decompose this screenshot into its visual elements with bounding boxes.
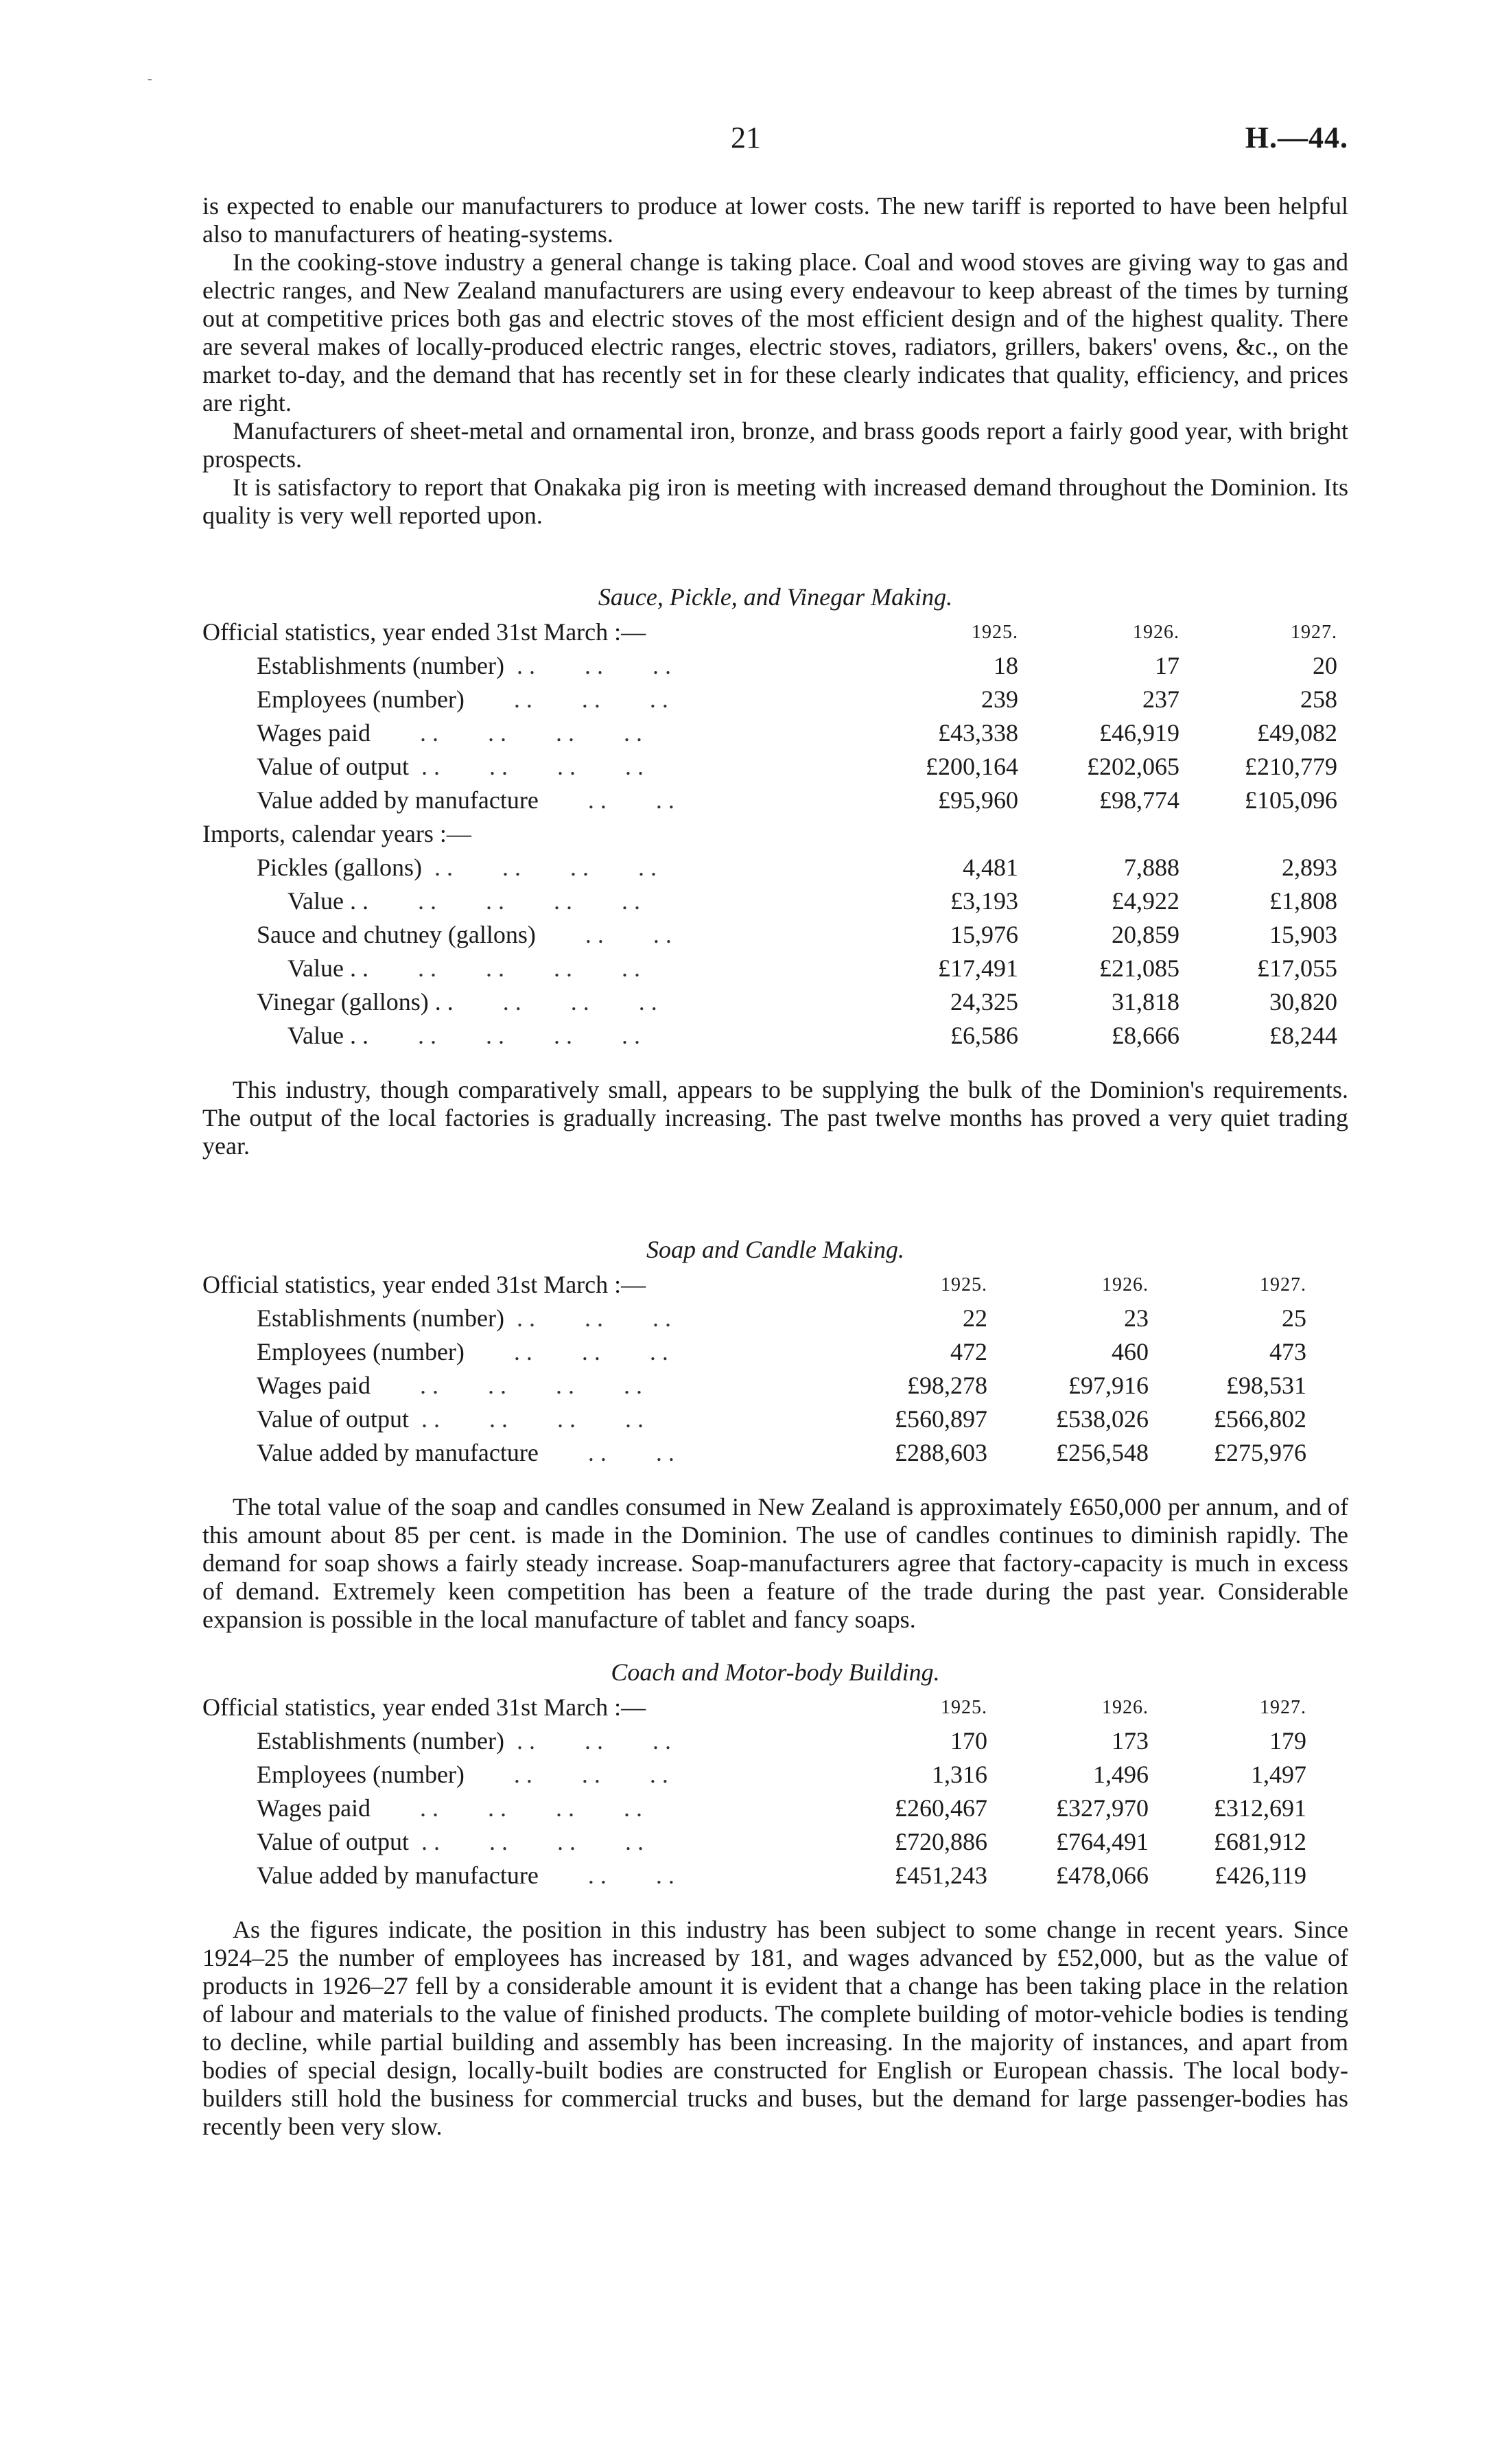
- table-cell: £566,802: [1214, 1405, 1306, 1433]
- imports-label: Imports, calendar years :—: [202, 820, 471, 847]
- row-label: Value . .: [287, 954, 368, 982]
- table-cell: £49,082: [1257, 719, 1337, 747]
- section-title-soap-candle: Soap and Candle Making.: [646, 1236, 904, 1263]
- year-header: 1925.: [941, 1697, 987, 1718]
- leader-dots: . . . . . . . .: [408, 753, 644, 780]
- section-commentary: The total value of the soap and candles consumed in New Zealand is approximately £650,000 per annum, and of this amount about 85 per cent. is made in the Dominion. The use of candles continues to diminish rapidly. The demand for soap shows a fairly steady increase. Soap-manufacturers agree that factory-capacity is much in excess of demand. Extremely keen competition has been a feature of the trade during the past year. Considerable expansion is possible in the local manufacture of tablet and fancy soaps.: [202, 1493, 1348, 1633]
- table-row: [202, 1436, 1306, 1470]
- table-row: [202, 985, 1337, 1019]
- table-row: [202, 1792, 1306, 1825]
- table-header-row: [202, 615, 1337, 649]
- table-row: [202, 851, 1337, 884]
- table-cell: 1,497: [1251, 1761, 1306, 1788]
- intro-paragraph: In the cooking-stove industry a general change is taking place. Coal and wood stoves are giving way to gas and electric ranges, and New Zealand manufacturers are using every endeavour to keep abreast of the times by turning out at competitive prices both gas and electric stoves of the most efficient design and of the highest quality. There are several makes of locally-produced electric ranges, electric stoves, radiators, grillers, bakers' ovens, &c., on the market to-day, and the demand that has recently set in for these clearly indicates that quality, efficiency, and prices are right.: [202, 248, 1348, 416]
- year-header: 1927.: [1260, 1274, 1306, 1295]
- table-cell: 31,818: [1112, 988, 1179, 1016]
- table-cell: 23: [1124, 1304, 1149, 1332]
- table-cell: £560,897: [895, 1405, 987, 1433]
- leader-dots: . . . . . . . .: [368, 887, 640, 915]
- table-cell: 24,325: [950, 988, 1018, 1016]
- row-label: Vinegar (gallons) . .: [257, 988, 454, 1016]
- row-label: Establishments (number): [257, 1304, 504, 1332]
- leader-dots: . . . . . . . .: [371, 1794, 643, 1822]
- leader-dots: . . . .: [538, 1439, 674, 1466]
- table-row: [202, 1724, 1306, 1758]
- leader-dots: . . . . . .: [504, 652, 671, 679]
- table-cell: £17,055: [1257, 954, 1337, 982]
- year-header: 1927.: [1291, 622, 1337, 643]
- table-row: [202, 1302, 1306, 1335]
- stats-table-sauce: [202, 615, 1337, 1053]
- table-cell: £43,338: [938, 719, 1018, 747]
- leader-dots: . . . . . .: [464, 1761, 668, 1788]
- table-cell: 460: [1112, 1338, 1149, 1365]
- table-cell: 20,859: [1112, 921, 1179, 948]
- leader-dots: . . . . . .: [504, 1304, 671, 1332]
- table-row: [202, 1825, 1306, 1859]
- table-cell: £98,774: [1099, 786, 1179, 814]
- leader-dots: . . . . . . . .: [371, 719, 643, 747]
- table-cell: 472: [950, 1338, 987, 1365]
- year-header: 1925.: [941, 1274, 987, 1295]
- table-row: [202, 649, 1337, 683]
- table-cell: £97,916: [1068, 1372, 1149, 1399]
- table-cell: 179: [1269, 1727, 1306, 1755]
- table-cell: 258: [1300, 685, 1337, 713]
- table-cell: £202,065: [1087, 753, 1179, 780]
- table-cell: 15,903: [1269, 921, 1337, 948]
- table-row: [202, 683, 1337, 716]
- year-header: 1926.: [1102, 1274, 1149, 1295]
- table-row: [202, 884, 1337, 918]
- table-header-label: Official statistics, year ended 31st March :—: [202, 618, 646, 646]
- table-cell: 17: [1155, 652, 1179, 679]
- row-label: Value added by manufacture: [257, 1439, 539, 1466]
- leader-dots: . . . .: [538, 1862, 674, 1889]
- leader-dots: . . . .: [538, 786, 674, 814]
- table-header-row: [202, 1691, 1306, 1724]
- row-label: Wages paid: [257, 1794, 371, 1822]
- row-label: Value of output: [257, 1828, 409, 1855]
- leader-dots: . . . . . . . .: [408, 1828, 644, 1855]
- row-label: Establishments (number): [257, 1727, 504, 1755]
- table-cell: 30,820: [1269, 988, 1337, 1016]
- row-label: Value . .: [287, 887, 368, 915]
- year-header: 1927.: [1260, 1697, 1306, 1718]
- table-cell: £200,164: [926, 753, 1018, 780]
- table-cell: £764,491: [1056, 1828, 1149, 1855]
- imports-header-row: [202, 817, 1337, 851]
- table-cell: £6,586: [950, 1022, 1018, 1049]
- table-row: [202, 750, 1337, 784]
- row-label: Employees (number): [257, 1338, 465, 1365]
- table-cell: £327,970: [1056, 1794, 1149, 1822]
- leader-dots: . . . . . . . .: [371, 1372, 643, 1399]
- table-cell: 237: [1142, 685, 1179, 713]
- page-number: 21: [731, 121, 761, 154]
- table-cell: £8,666: [1112, 1022, 1179, 1049]
- leader-dots: . . . . . .: [464, 685, 668, 713]
- table-cell: 239: [981, 685, 1018, 713]
- table-cell: £105,096: [1245, 786, 1337, 814]
- table-cell: £1,808: [1269, 887, 1337, 915]
- intro-paragraph: is expected to enable our manufacturers to produce at lower costs. The new tariff is reported to have been helpful also to manufacturers of heating-systems.: [202, 192, 1348, 248]
- table-cell: £98,278: [907, 1372, 987, 1399]
- table-row: [202, 784, 1337, 817]
- table-cell: £210,779: [1245, 753, 1337, 780]
- leader-dots: . . . .: [535, 921, 672, 948]
- table-cell: £312,691: [1214, 1794, 1306, 1822]
- table-cell: 4,481: [963, 854, 1018, 881]
- year-header: 1926.: [1102, 1697, 1149, 1718]
- table-cell: £3,193: [950, 887, 1018, 915]
- leader-dots: . . . . . . . .: [368, 954, 640, 982]
- section-commentary: This industry, though comparatively small, appears to be supplying the bulk of the Dominion's requirements. The output of the local factories is gradually increasing. The past twelve months has proved a very quiet trading year.: [202, 1076, 1348, 1160]
- section-title-coach-motor-body: Coach and Motor-body Building.: [611, 1658, 940, 1686]
- document-reference: H.—44.: [1245, 121, 1348, 154]
- table-cell: 22: [963, 1304, 987, 1332]
- table-header-label: Official statistics, year ended 31st March :—: [202, 1271, 646, 1298]
- table-cell: 15,976: [950, 921, 1018, 948]
- table-cell: £720,886: [895, 1828, 987, 1855]
- table-row: [202, 1369, 1306, 1403]
- intro-paragraph: It is satisfactory to report that Onakaka pig iron is meeting with increased demand throughout the Dominion. Its quality is very well reported upon.: [202, 473, 1348, 529]
- table-cell: 25: [1282, 1304, 1306, 1332]
- table-cell: 1,496: [1093, 1761, 1149, 1788]
- leader-dots: . . . . . .: [464, 1338, 668, 1365]
- table-cell: 1,316: [932, 1761, 987, 1788]
- table-header-row: [202, 1268, 1306, 1302]
- section-commentary: As the figures indicate, the position in this industry has been subject to some change in recent years. Since 1924–25 the number of employees has increased by 181, and wages advanced by £52,000, but as the value of products in 1926–27 fell by a considerable amount it is evident that a change has been taking place in the relation of labour and materials to the value of finished products. The complete building of motor-vehicle bodies is tending to decline, while partial building and assembly has been increasing. In the majority of instances, and apart from bodies of special design, locally-built bodies are constructed for English or European chassis. The local body-builders still hold the business for commercial trucks and buses, but the demand for large passenger-bodies has recently been very slow.: [202, 1916, 1348, 2140]
- table-cell: 473: [1269, 1338, 1306, 1365]
- table-cell: 18: [994, 652, 1018, 679]
- page-body: [202, 192, 1348, 2141]
- leader-dots: . . . . . .: [453, 988, 657, 1016]
- table-row: [202, 716, 1337, 750]
- table-cell: 7,888: [1124, 854, 1179, 881]
- leader-dots: . . . . . .: [504, 1727, 671, 1755]
- table-row: [202, 1403, 1306, 1436]
- table-row: [202, 1019, 1337, 1053]
- table-cell: £4,922: [1112, 887, 1179, 915]
- row-label: Establishments (number): [257, 652, 504, 679]
- table-cell: £260,467: [895, 1794, 987, 1822]
- row-label: Value added by manufacture: [257, 1862, 539, 1889]
- table-cell: £17,491: [938, 954, 1018, 982]
- table-cell: £451,243: [895, 1862, 987, 1889]
- leader-dots: . . . . . . . .: [408, 1405, 644, 1433]
- table-cell: 173: [1112, 1727, 1149, 1755]
- table-row: [202, 918, 1337, 952]
- table-cell: £8,244: [1269, 1022, 1337, 1049]
- table-cell: £275,976: [1214, 1439, 1306, 1466]
- year-header: 1926.: [1133, 622, 1179, 643]
- table-cell: 170: [950, 1727, 987, 1755]
- table-cell: £21,085: [1099, 954, 1179, 982]
- intro-paragraph: Manufacturers of sheet-metal and ornamental iron, bronze, and brass goods report a fairly good year, with bright prospects.: [202, 417, 1348, 473]
- table-cell: £478,066: [1056, 1862, 1149, 1889]
- row-label: Value of output: [257, 753, 409, 780]
- table-header-label: Official statistics, year ended 31st March :—: [202, 1693, 646, 1721]
- row-label: Employees (number): [257, 1761, 465, 1788]
- table-cell: 2,893: [1282, 854, 1337, 881]
- row-label: Sauce and chutney (gallons): [257, 921, 536, 948]
- table-row: [202, 952, 1337, 985]
- table-cell: £538,026: [1056, 1405, 1149, 1433]
- table-cell: £288,603: [895, 1439, 987, 1466]
- stats-table-soap: [202, 1268, 1306, 1470]
- table-cell: £46,919: [1099, 719, 1179, 747]
- table-cell: £98,531: [1226, 1372, 1306, 1399]
- table-cell: £95,960: [938, 786, 1018, 814]
- table-row: [202, 1335, 1306, 1369]
- year-header: 1925.: [972, 622, 1018, 643]
- leader-dots: . . . . . . . .: [368, 1022, 640, 1049]
- table-cell: 20: [1313, 652, 1337, 679]
- row-label: Wages paid: [257, 1372, 371, 1399]
- table-row: [202, 1859, 1306, 1892]
- scan-mark: -: [148, 71, 152, 86]
- stats-table-coach: [202, 1691, 1306, 1892]
- row-label: Wages paid: [257, 719, 371, 747]
- row-label: Value . .: [287, 1022, 368, 1049]
- table-cell: £681,912: [1214, 1828, 1306, 1855]
- table-row: [202, 1758, 1306, 1792]
- table-cell: £256,548: [1056, 1439, 1149, 1466]
- row-label: Employees (number): [257, 685, 465, 713]
- row-label: Pickles (gallons): [257, 854, 422, 881]
- row-label: Value added by manufacture: [257, 786, 539, 814]
- page-header: [202, 117, 1348, 158]
- row-label: Value of output: [257, 1405, 409, 1433]
- table-cell: £426,119: [1214, 1862, 1306, 1889]
- leader-dots: . . . . . . . .: [421, 854, 657, 881]
- section-title-sauce-pickle-vinegar: Sauce, Pickle, and Vinegar Making.: [598, 583, 953, 611]
